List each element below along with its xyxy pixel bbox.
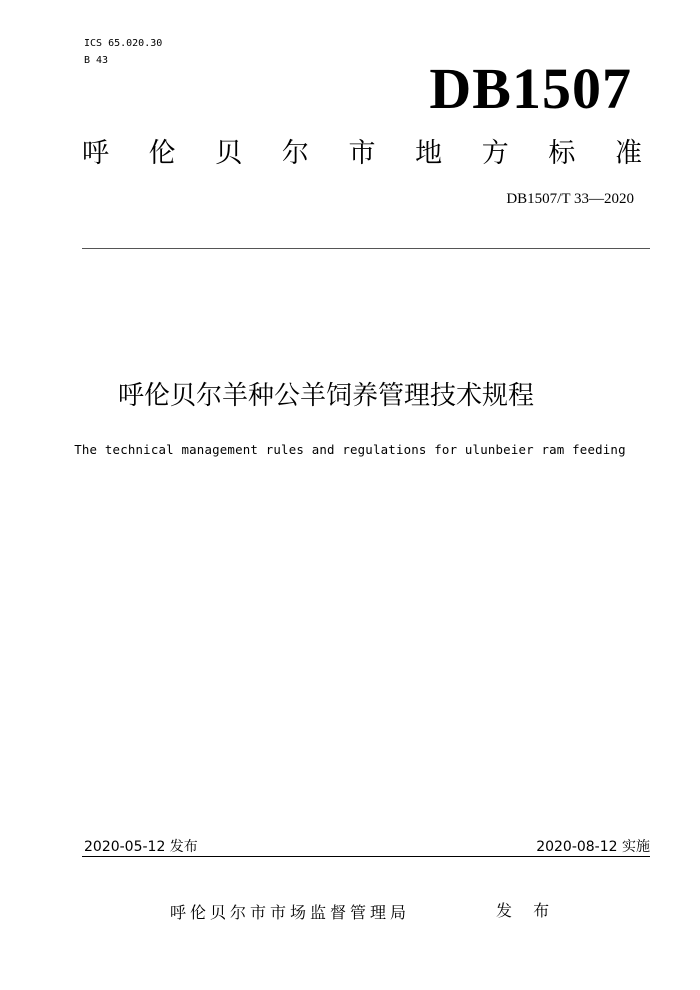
classification-code: B 43 (84, 55, 109, 66)
header-divider (82, 248, 650, 249)
title-chinese-text: 呼伦贝尔羊种公羊饲养管理技术规程 (117, 381, 534, 411)
standard-number: DB1507/T 33—2020 (506, 191, 634, 207)
document-title-english: The technical management rules and regulations for ulunbeier ram feeding (74, 442, 626, 457)
document-title-chinese (0, 376, 700, 416)
standard-type-char: 准 (615, 138, 642, 169)
issue-date: 2020-05-12 发布 (84, 839, 198, 855)
implementation-date: 2020-08-12 实施 (536, 839, 650, 855)
standard-type-char: 呼 (82, 138, 109, 169)
standard-type-char: 市 (348, 138, 376, 169)
ics-code: ICS 65.020.30 (84, 38, 163, 49)
publish-label: 发 布 (496, 901, 558, 920)
standard-type-char: 方 (481, 138, 509, 169)
standard-type-char: 尔 (281, 138, 309, 169)
db-standard-logo: DB1507 (429, 56, 632, 121)
standard-type-char: 标 (548, 138, 576, 169)
standard-type-char: 贝 (215, 138, 243, 169)
footer-divider (82, 856, 650, 857)
publisher-name: 呼伦贝尔市市场监督管理局 (170, 903, 411, 922)
standard-type-char: 伦 (148, 138, 176, 169)
standard-type-char: 地 (415, 138, 443, 169)
standard-type-heading (82, 134, 642, 174)
